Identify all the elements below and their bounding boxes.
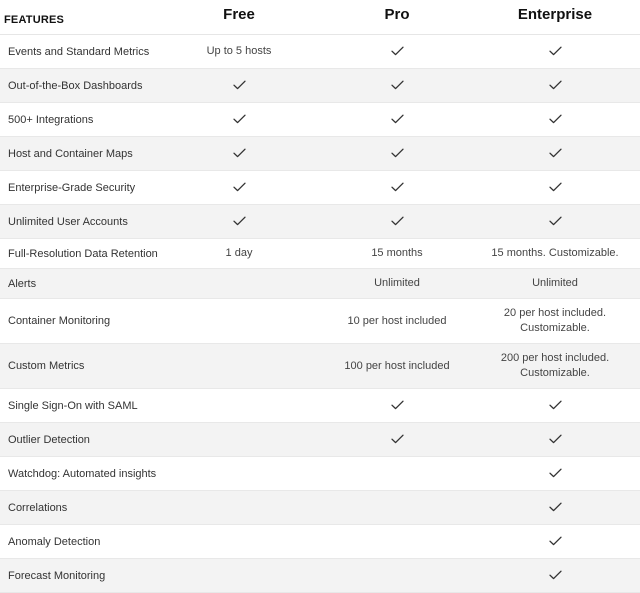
cell-value: 1 day bbox=[225, 247, 253, 259]
cell-value: 100 per host included bbox=[344, 359, 450, 372]
cell-value: 20 per host included. Customizable. bbox=[503, 307, 607, 334]
cell-pro bbox=[318, 180, 476, 195]
table-row bbox=[0, 239, 640, 269]
cell-value: 15 months bbox=[371, 247, 423, 259]
feature-name: Custom Metrics bbox=[8, 360, 85, 372]
table-row bbox=[0, 35, 640, 69]
features-column-header: FEATURES bbox=[4, 14, 65, 26]
cell-enterprise bbox=[476, 78, 634, 93]
feature-name: Single Sign-On with SAML bbox=[8, 399, 138, 412]
cell-enterprise bbox=[476, 500, 634, 515]
checkmark-icon bbox=[549, 216, 562, 226]
feature-name: Host and Container Maps bbox=[8, 147, 133, 160]
checkmark-icon bbox=[549, 468, 562, 478]
checkmark-icon bbox=[391, 114, 404, 124]
checkmark-icon bbox=[233, 216, 246, 226]
cell-enterprise bbox=[476, 180, 634, 195]
table-row bbox=[0, 389, 640, 423]
feature-name: Unlimited User Accounts bbox=[8, 215, 128, 228]
feature-name: Full-Resolution Data Retention bbox=[8, 247, 158, 260]
table-row bbox=[0, 69, 640, 103]
checkmark-icon bbox=[549, 46, 562, 56]
cell-pro bbox=[318, 276, 476, 291]
cell-enterprise bbox=[476, 398, 634, 413]
cell-enterprise bbox=[476, 568, 634, 583]
table-row bbox=[0, 423, 640, 457]
checkmark-icon bbox=[233, 114, 246, 124]
checkmark-icon bbox=[233, 182, 246, 192]
cell-pro bbox=[318, 314, 476, 329]
table-body bbox=[0, 35, 640, 593]
feature-name: 500+ Integrations bbox=[8, 113, 94, 126]
feature-name: Container Monitoring bbox=[8, 315, 111, 327]
cell-value: 10 per host included bbox=[347, 314, 447, 327]
feature-name: Anomaly Detection bbox=[8, 535, 101, 548]
cell-pro bbox=[318, 432, 476, 447]
cell-free bbox=[160, 246, 318, 261]
checkmark-icon bbox=[549, 80, 562, 90]
cell-enterprise bbox=[476, 214, 634, 229]
plan-header-pro: Pro bbox=[384, 5, 410, 23]
checkmark-icon bbox=[549, 536, 562, 546]
feature-name: Outlier Detection bbox=[8, 433, 90, 446]
cell-enterprise bbox=[476, 246, 634, 261]
cell-pro bbox=[318, 112, 476, 127]
checkmark-icon bbox=[391, 182, 404, 192]
cell-free bbox=[160, 180, 318, 195]
cell-enterprise bbox=[476, 432, 634, 447]
cell-enterprise bbox=[476, 306, 634, 336]
cell-enterprise bbox=[476, 466, 634, 481]
feature-name: Enterprise-Grade Security bbox=[8, 181, 136, 194]
cell-pro bbox=[318, 44, 476, 59]
table-row bbox=[0, 103, 640, 137]
cell-pro bbox=[318, 78, 476, 93]
cell-value: 15 months. Customizable. bbox=[491, 247, 619, 259]
checkmark-icon bbox=[391, 400, 404, 410]
feature-name: Alerts bbox=[8, 277, 37, 290]
plan-header-free: Free bbox=[223, 5, 255, 23]
checkmark-icon bbox=[391, 434, 404, 444]
table-row bbox=[0, 171, 640, 205]
cell-enterprise bbox=[476, 534, 634, 549]
checkmark-icon bbox=[549, 502, 562, 512]
cell-pro bbox=[318, 246, 476, 261]
table-row bbox=[0, 344, 640, 389]
checkmark-icon bbox=[391, 148, 404, 158]
checkmark-icon bbox=[549, 400, 562, 410]
checkmark-icon bbox=[549, 570, 562, 580]
cell-enterprise bbox=[476, 351, 634, 381]
checkmark-icon bbox=[233, 148, 246, 158]
checkmark-icon bbox=[391, 46, 404, 56]
cell-value: Up to 5 hosts bbox=[206, 45, 272, 57]
cell-pro bbox=[318, 146, 476, 161]
cell-free bbox=[160, 214, 318, 229]
feature-name: Forecast Monitoring bbox=[8, 569, 106, 582]
cell-free bbox=[160, 78, 318, 93]
cell-free bbox=[160, 112, 318, 127]
cell-value: Unlimited bbox=[532, 277, 578, 289]
cell-pro bbox=[318, 359, 476, 374]
cell-enterprise bbox=[476, 112, 634, 127]
checkmark-icon bbox=[549, 148, 562, 158]
table-row bbox=[0, 205, 640, 239]
cell-pro bbox=[318, 214, 476, 229]
table-row bbox=[0, 269, 640, 299]
table-header bbox=[0, 0, 640, 35]
checkmark-icon bbox=[391, 216, 404, 226]
cell-value: Unlimited bbox=[374, 277, 420, 289]
table-row bbox=[0, 457, 640, 491]
checkmark-icon bbox=[549, 182, 562, 192]
cell-value: 200 per host included. Customizable. bbox=[500, 352, 610, 379]
table-row bbox=[0, 525, 640, 559]
plan-header-enterprise: Enterprise bbox=[517, 5, 593, 23]
checkmark-icon bbox=[549, 434, 562, 444]
cell-pro bbox=[318, 398, 476, 413]
cell-enterprise bbox=[476, 276, 634, 291]
table-row bbox=[0, 491, 640, 525]
checkmark-icon bbox=[391, 80, 404, 90]
cell-free bbox=[160, 146, 318, 161]
feature-name: Out-of-the-Box Dashboards bbox=[8, 79, 143, 92]
table-row bbox=[0, 559, 640, 593]
feature-name: Correlations bbox=[8, 501, 68, 514]
feature-name: Events and Standard Metrics bbox=[8, 45, 150, 58]
table-row bbox=[0, 137, 640, 171]
table-row bbox=[0, 299, 640, 344]
checkmark-icon bbox=[233, 80, 246, 90]
feature-name: Watchdog: Automated insights bbox=[8, 467, 157, 480]
cell-enterprise bbox=[476, 146, 634, 161]
checkmark-icon bbox=[549, 114, 562, 124]
cell-free bbox=[160, 44, 318, 59]
cell-enterprise bbox=[476, 44, 634, 59]
